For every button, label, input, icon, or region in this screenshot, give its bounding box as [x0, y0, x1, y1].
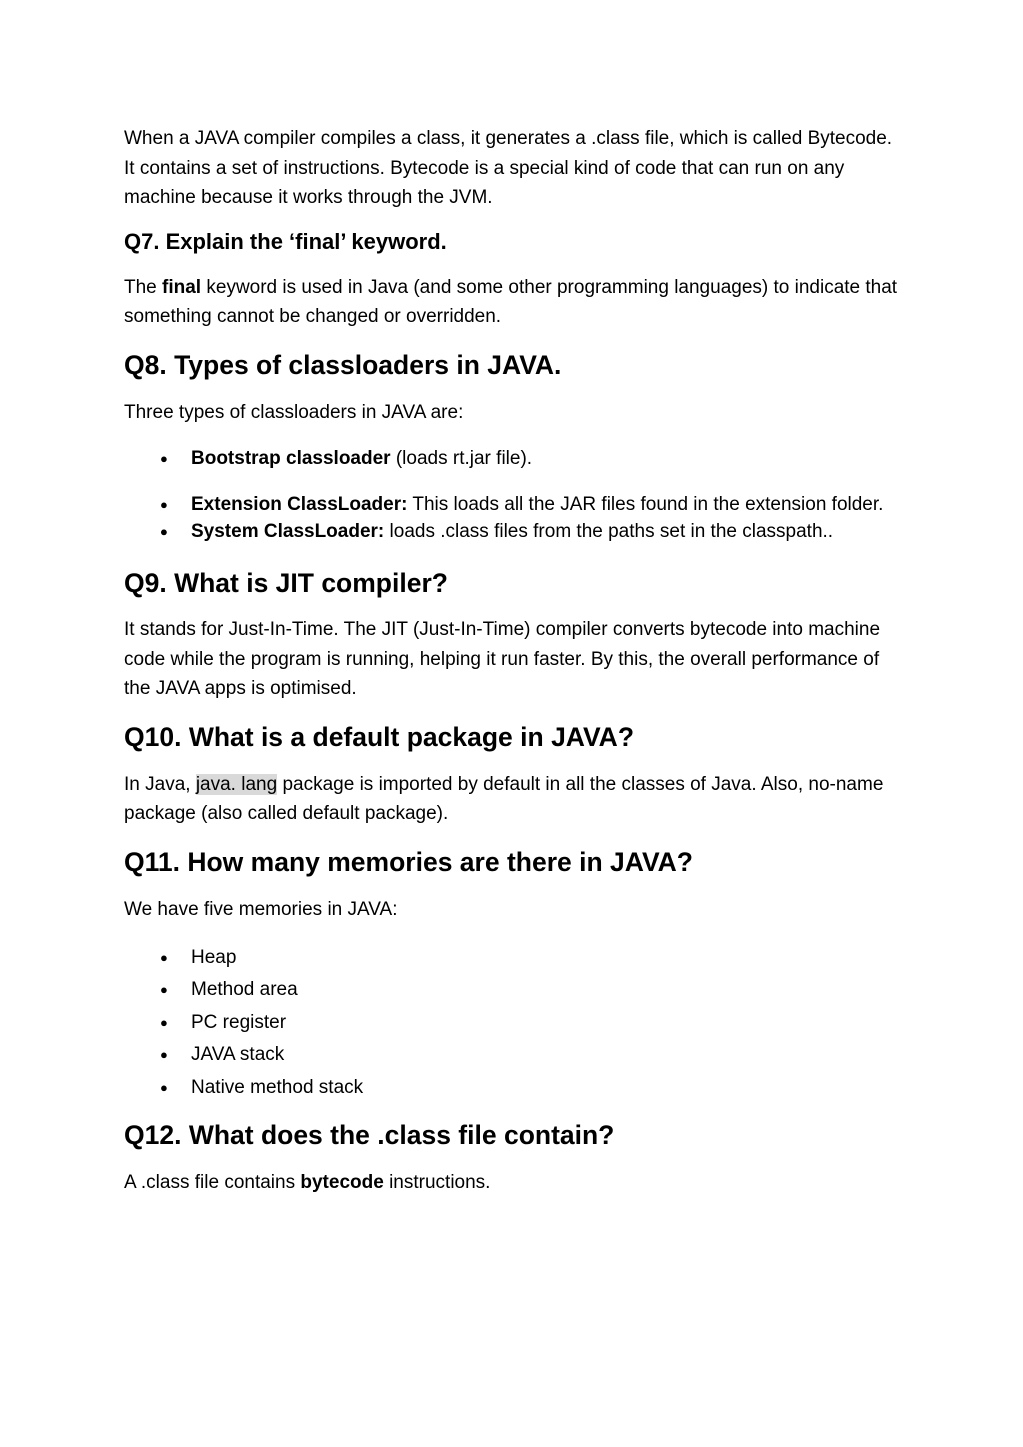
- q7-heading: Q7. Explain the ‘final’ keyword.: [124, 228, 447, 254]
- q8-intro: Three types of classloaders in JAVA are:: [124, 401, 464, 423]
- document-page: [124, 124, 904, 1215]
- q12-text-pre: A .class file contains: [124, 1171, 301, 1193]
- q10-text-pre: In Java,: [124, 773, 196, 795]
- q7-paragraph: [124, 273, 904, 332]
- list-item: [124, 445, 904, 473]
- list-item-bold: Extension ClassLoader:: [191, 493, 408, 515]
- list-item-text: This loads all the JAR files found in the extension folder.: [407, 493, 884, 515]
- q9-heading: Q9. What is JIT compiler?: [124, 567, 448, 598]
- list-item: ● JAVA stack: [124, 1039, 904, 1071]
- java-lang-highlight: java. lang: [195, 773, 278, 795]
- memory-list: [124, 942, 904, 1104]
- classloader-list: [124, 445, 904, 546]
- list-item: [124, 491, 904, 519]
- q12-text-post: instructions.: [383, 1171, 491, 1193]
- q7-keyword-final: final: [162, 276, 202, 298]
- q10-heading: Q10. What is a default package in JAVA?: [124, 721, 635, 752]
- list-item-text: (loads rt.jar file).: [390, 448, 533, 470]
- list-item-text: loads .class files from the paths set in the classpath..: [384, 521, 834, 543]
- list-item-bold: System ClassLoader:: [191, 521, 385, 543]
- q8-heading: Q8. Types of classloaders in JAVA.: [124, 349, 562, 380]
- q7-text-post: keyword is used in Java (and some other programming languages) to indicate that something cannot be changed or overridden.: [124, 276, 898, 328]
- q10-paragraph: [124, 770, 904, 829]
- q12-keyword-bytecode: bytecode: [300, 1171, 384, 1193]
- q12-paragraph: [124, 1168, 904, 1198]
- list-item-bold: Bootstrap classloader: [191, 448, 391, 470]
- q12-heading: Q12. What does the .class file contain?: [124, 1120, 615, 1151]
- q9-paragraph: It stands for Just-In-Time. The JIT (Just-In-Time) compiler converts bytecode into machine code while the program is running, helping it run faster. By this, the overall performance of the JAVA apps is optimised.: [124, 619, 881, 700]
- q10-text-post: package is imported by default in all the classes of Java. Also, no-name package (also called default package).: [124, 773, 884, 825]
- list-item: ● Native method stack: [124, 1072, 904, 1104]
- list-item: [124, 518, 904, 546]
- q7-text-pre: The: [124, 276, 163, 298]
- list-item: ● Heap: [124, 942, 904, 974]
- bytecode-paragraph: When a JAVA compiler compiles a class, it generates a .class file, which is called Bytecode. It contains a set of instructions. Bytecode is a special kind of code that can run on any machine because it works through the JVM.: [124, 128, 893, 208]
- q11-intro: We have five memories in JAVA:: [124, 898, 398, 920]
- q11-heading: Q11. How many memories are there in JAVA?: [124, 846, 693, 877]
- list-item: ● PC register: [124, 1007, 904, 1039]
- list-item: ● Method area: [124, 974, 904, 1006]
